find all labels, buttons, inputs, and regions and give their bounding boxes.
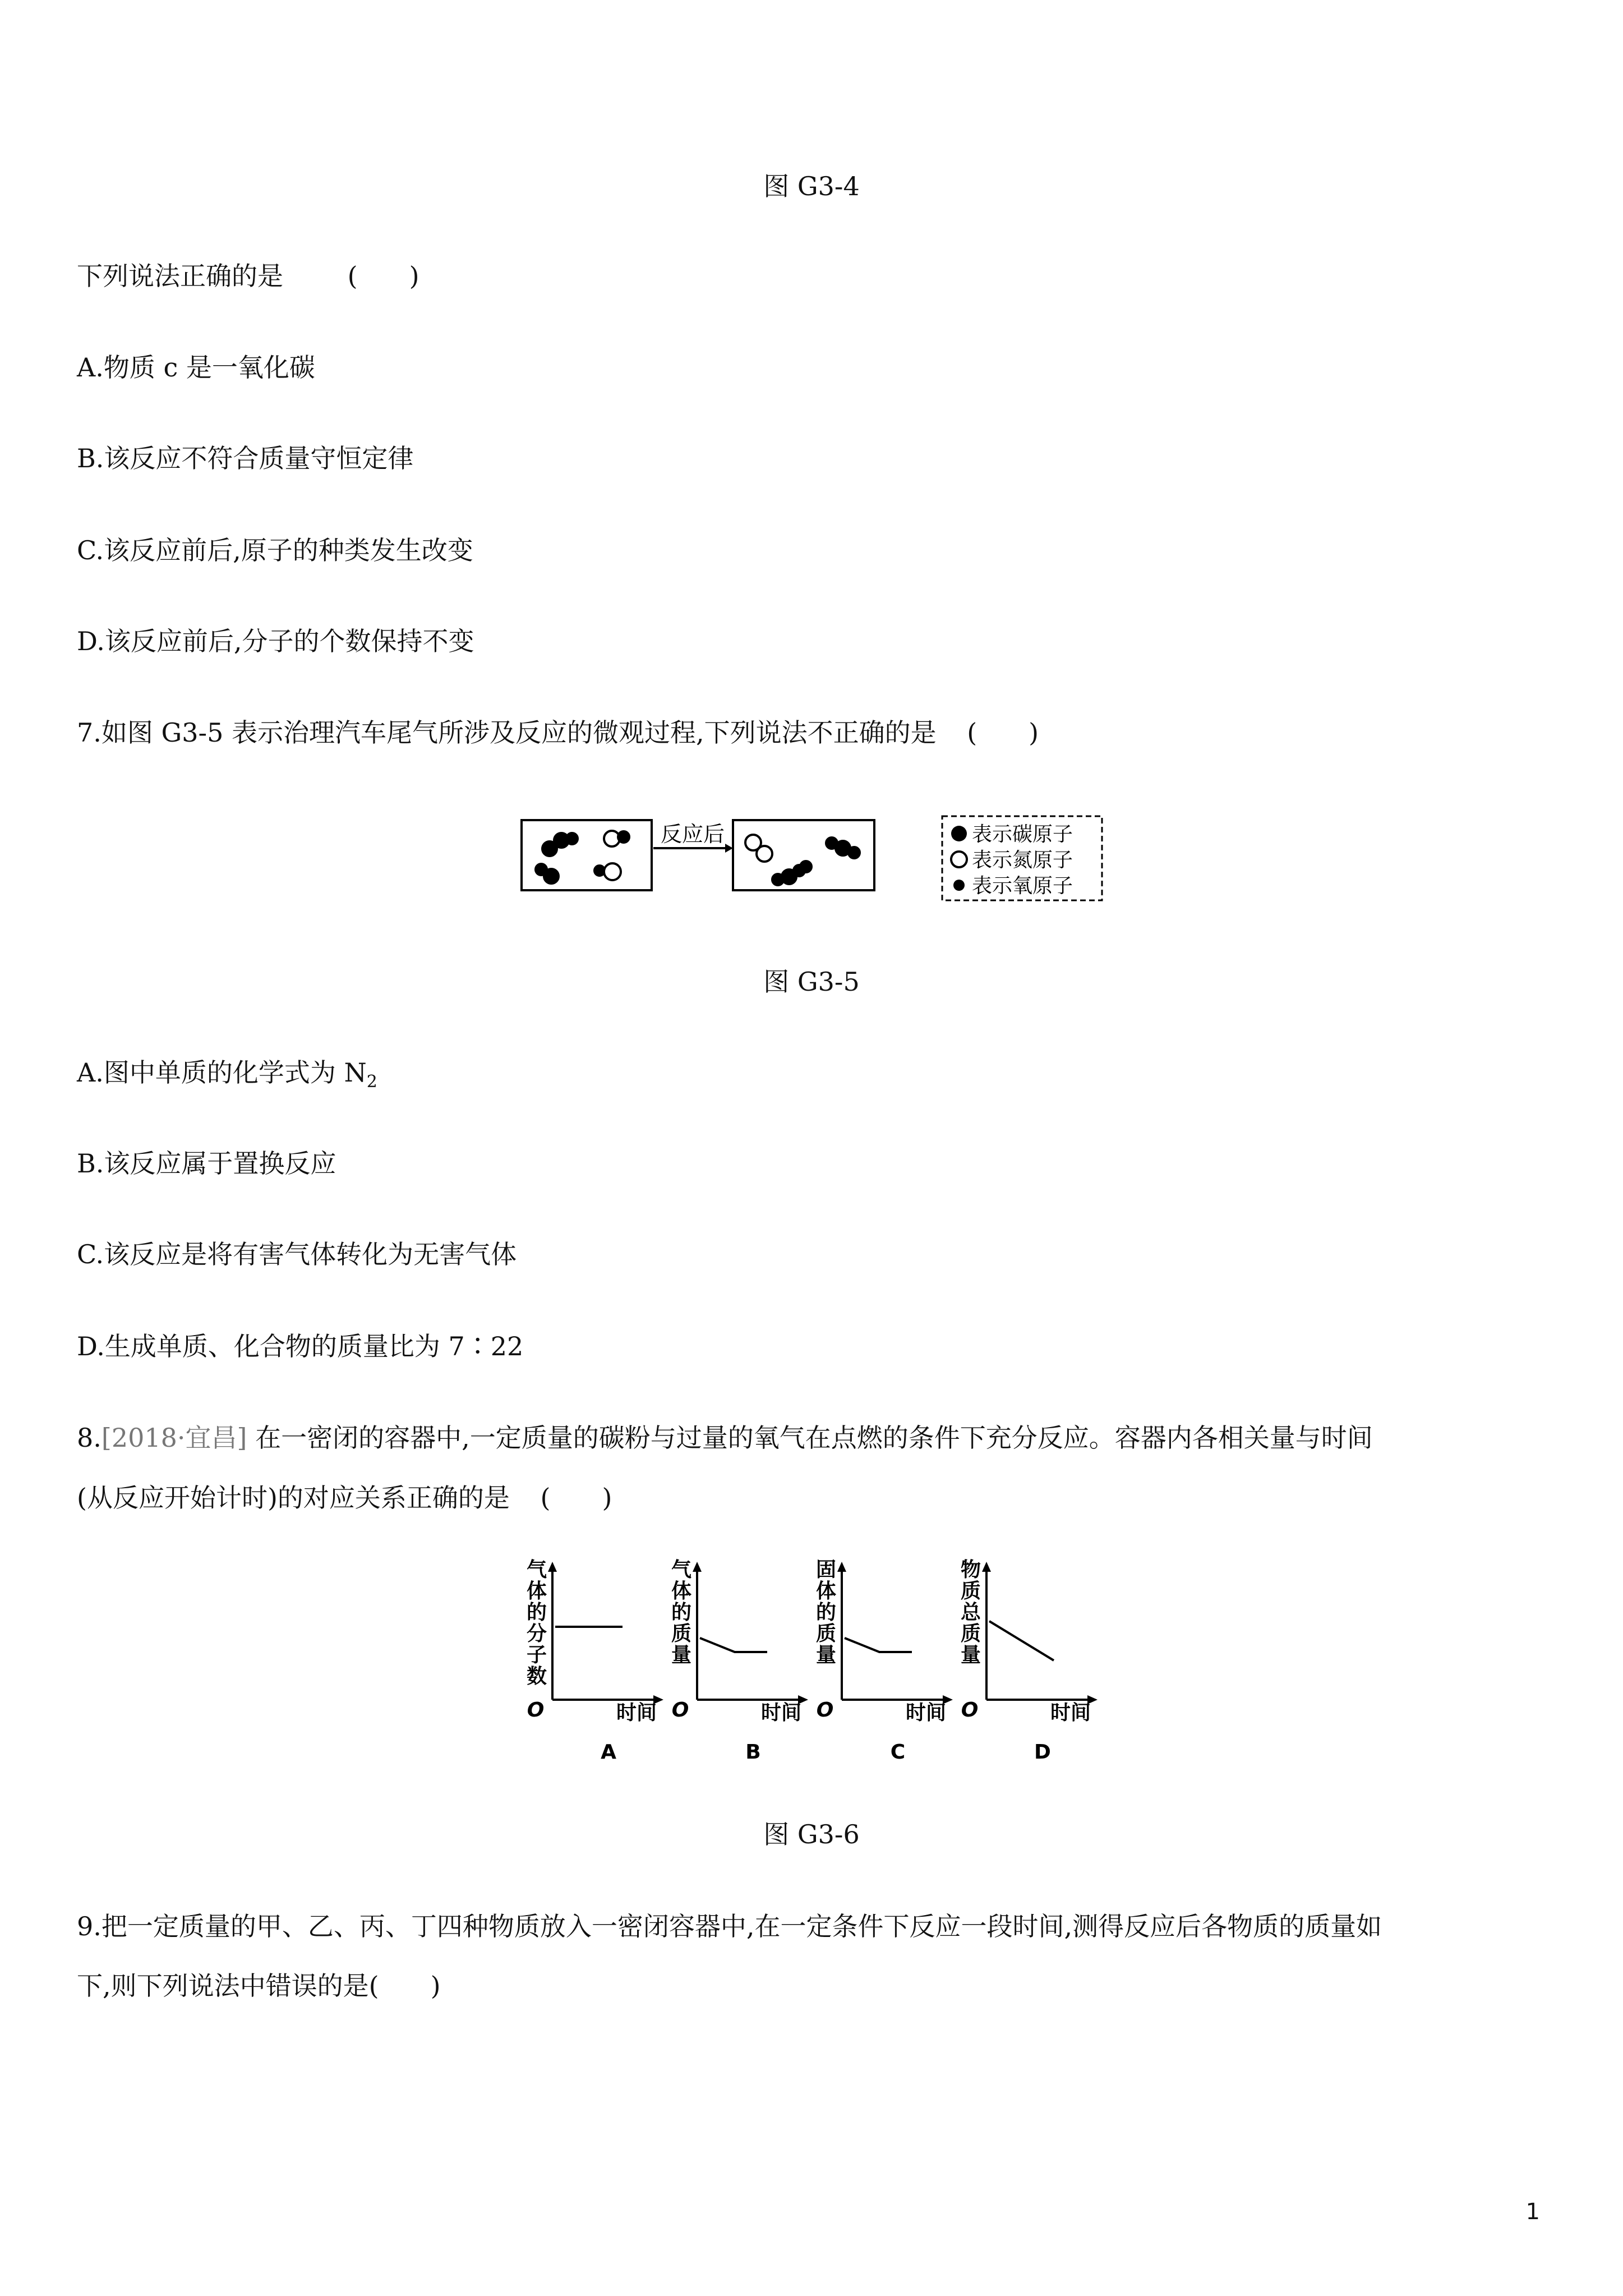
reactant-box xyxy=(522,820,652,890)
q7-stem xyxy=(77,716,1039,749)
q9-stem-line2 xyxy=(77,1969,441,2003)
ylabel-char-A: 数 xyxy=(526,1665,547,1688)
ylabel-char-A: 的 xyxy=(526,1601,547,1624)
ylabel-char-A: 气 xyxy=(526,1558,547,1581)
fig-g3-6 xyxy=(522,1559,1116,1767)
q8-stem-line2 xyxy=(77,1481,612,1515)
y-arrow-C xyxy=(837,1562,846,1572)
ylabel-char-C: 固 xyxy=(815,1558,837,1581)
q9-answer-paren: ( ) xyxy=(368,1971,441,2001)
q8-source: [2018·宜昌] xyxy=(101,1423,247,1453)
product-molecules xyxy=(745,835,860,885)
fig-g3-6-caption: 图 G3-6 xyxy=(763,1819,860,1849)
q7-option-a-text: A.图中单质的化学式为 N xyxy=(77,1057,367,1088)
q6-option-b: B.该反应不符合质量守恒定律 xyxy=(77,443,414,473)
q8-stem-text: 在一密闭的容器中,一定质量的碳粉与过量的氧气在点燃的条件下充分反应。容器内各相关量与时间 xyxy=(255,1423,1373,1453)
legend-carbon: 表示碳原子 xyxy=(972,823,1073,846)
legend-oxygen: 表示氧原子 xyxy=(972,875,1073,898)
q8-stem-text-2: (从反应开始计时)的对应关系正确的是 xyxy=(77,1483,510,1513)
xlabel-A: 时间 xyxy=(616,1701,657,1724)
q7-option-a-subscript: 2 xyxy=(366,1072,377,1092)
q7-stem-text: 7.如图 G3-5 表示治理汽车尾气所涉及反应的微观过程,下列说法不正确的是 xyxy=(77,717,937,748)
origin-label-A: O xyxy=(527,1699,545,1722)
xlabel-C: 时间 xyxy=(905,1701,947,1724)
ylabel-char-A: 子 xyxy=(526,1644,547,1667)
oxygen-atom-icon xyxy=(953,880,965,891)
origin-label-B: O xyxy=(671,1699,689,1722)
fig-g3-5 xyxy=(519,813,1108,909)
ylabel-char-D: 质 xyxy=(960,1580,981,1603)
y-arrow-D xyxy=(982,1562,991,1572)
panel-letter-B: B xyxy=(745,1741,761,1764)
y-arrow-A xyxy=(548,1562,557,1572)
q8-number: 8. xyxy=(77,1423,102,1453)
reactant-molecules xyxy=(536,831,629,884)
ylabel-char-B: 的 xyxy=(671,1601,692,1624)
origin-label-C: O xyxy=(816,1699,834,1722)
q8-stem-line1 xyxy=(77,1421,1373,1455)
fig-g3-5-caption: 图 G3-5 xyxy=(763,967,860,997)
q6-option-a: A.物质 c 是一氧化碳 xyxy=(77,352,315,383)
q6-answer-paren: ( ) xyxy=(347,261,419,291)
q6-stem xyxy=(77,259,419,293)
ylabel-char-C: 量 xyxy=(815,1644,837,1667)
q7-option-a xyxy=(77,1056,377,1099)
q9-stem-line1: 9.把一定质量的甲、乙、丙、丁四种物质放入一密闭容器中,在一定条件下反应一段时间,测得反应后各物质的质量如 xyxy=(77,1911,1382,1941)
ylabel-char-C: 质 xyxy=(815,1622,837,1645)
ylabel-char-C: 的 xyxy=(815,1601,837,1624)
y-arrow-B xyxy=(693,1562,702,1572)
ylabel-char-A: 体 xyxy=(526,1580,547,1603)
curve-B xyxy=(700,1638,767,1652)
ylabel-char-B: 体 xyxy=(671,1580,692,1603)
curve-D xyxy=(989,1621,1054,1660)
ylabel-char-D: 总 xyxy=(960,1601,981,1624)
ylabel-char-D: 量 xyxy=(960,1644,981,1667)
q6-option-c: C.该反应前后,原子的种类发生改变 xyxy=(77,535,473,565)
q7-option-d: D.生成单质、化合物的质量比为 7∶22 xyxy=(77,1331,524,1361)
arrow-label: 反应后 xyxy=(660,822,725,846)
origin-label-D: O xyxy=(961,1699,979,1722)
nitrogen-atom-icon xyxy=(951,852,967,867)
ylabel-char-B: 质 xyxy=(671,1622,692,1645)
q8-answer-paren: ( ) xyxy=(540,1483,612,1513)
xlabel-D: 时间 xyxy=(1050,1701,1091,1724)
fig-g3-4-caption: 图 G3-4 xyxy=(763,171,860,201)
curve-C xyxy=(845,1638,912,1652)
q6-stem-text: 下列说法正确的是 xyxy=(77,261,283,291)
page-number: 1 xyxy=(1525,2199,1540,2225)
q6-option-d: D.该反应前后,分子的个数保持不变 xyxy=(77,626,474,656)
panel-letter-A: A xyxy=(601,1741,616,1764)
ylabel-char-B: 量 xyxy=(671,1644,692,1667)
xlabel-B: 时间 xyxy=(760,1701,802,1724)
q7-answer-paren: ( ) xyxy=(967,717,1039,748)
panel-letter-D: D xyxy=(1034,1741,1051,1764)
ylabel-char-A: 分 xyxy=(526,1622,547,1645)
carbon-atom-icon xyxy=(951,826,967,841)
q9-stem-text-2: 下,则下列说法中错误的是 xyxy=(77,1971,369,2001)
ylabel-char-D: 物 xyxy=(960,1558,981,1581)
q7-option-c: C.该反应是将有害气体转化为无害气体 xyxy=(77,1239,517,1269)
legend-nitrogen: 表示氮原子 xyxy=(972,849,1073,872)
q7-option-b: B.该反应属于置换反应 xyxy=(77,1148,336,1179)
ylabel-char-D: 质 xyxy=(960,1622,981,1645)
ylabel-char-B: 气 xyxy=(671,1558,692,1581)
ylabel-char-C: 体 xyxy=(815,1580,837,1603)
panel-letter-C: C xyxy=(890,1741,906,1764)
